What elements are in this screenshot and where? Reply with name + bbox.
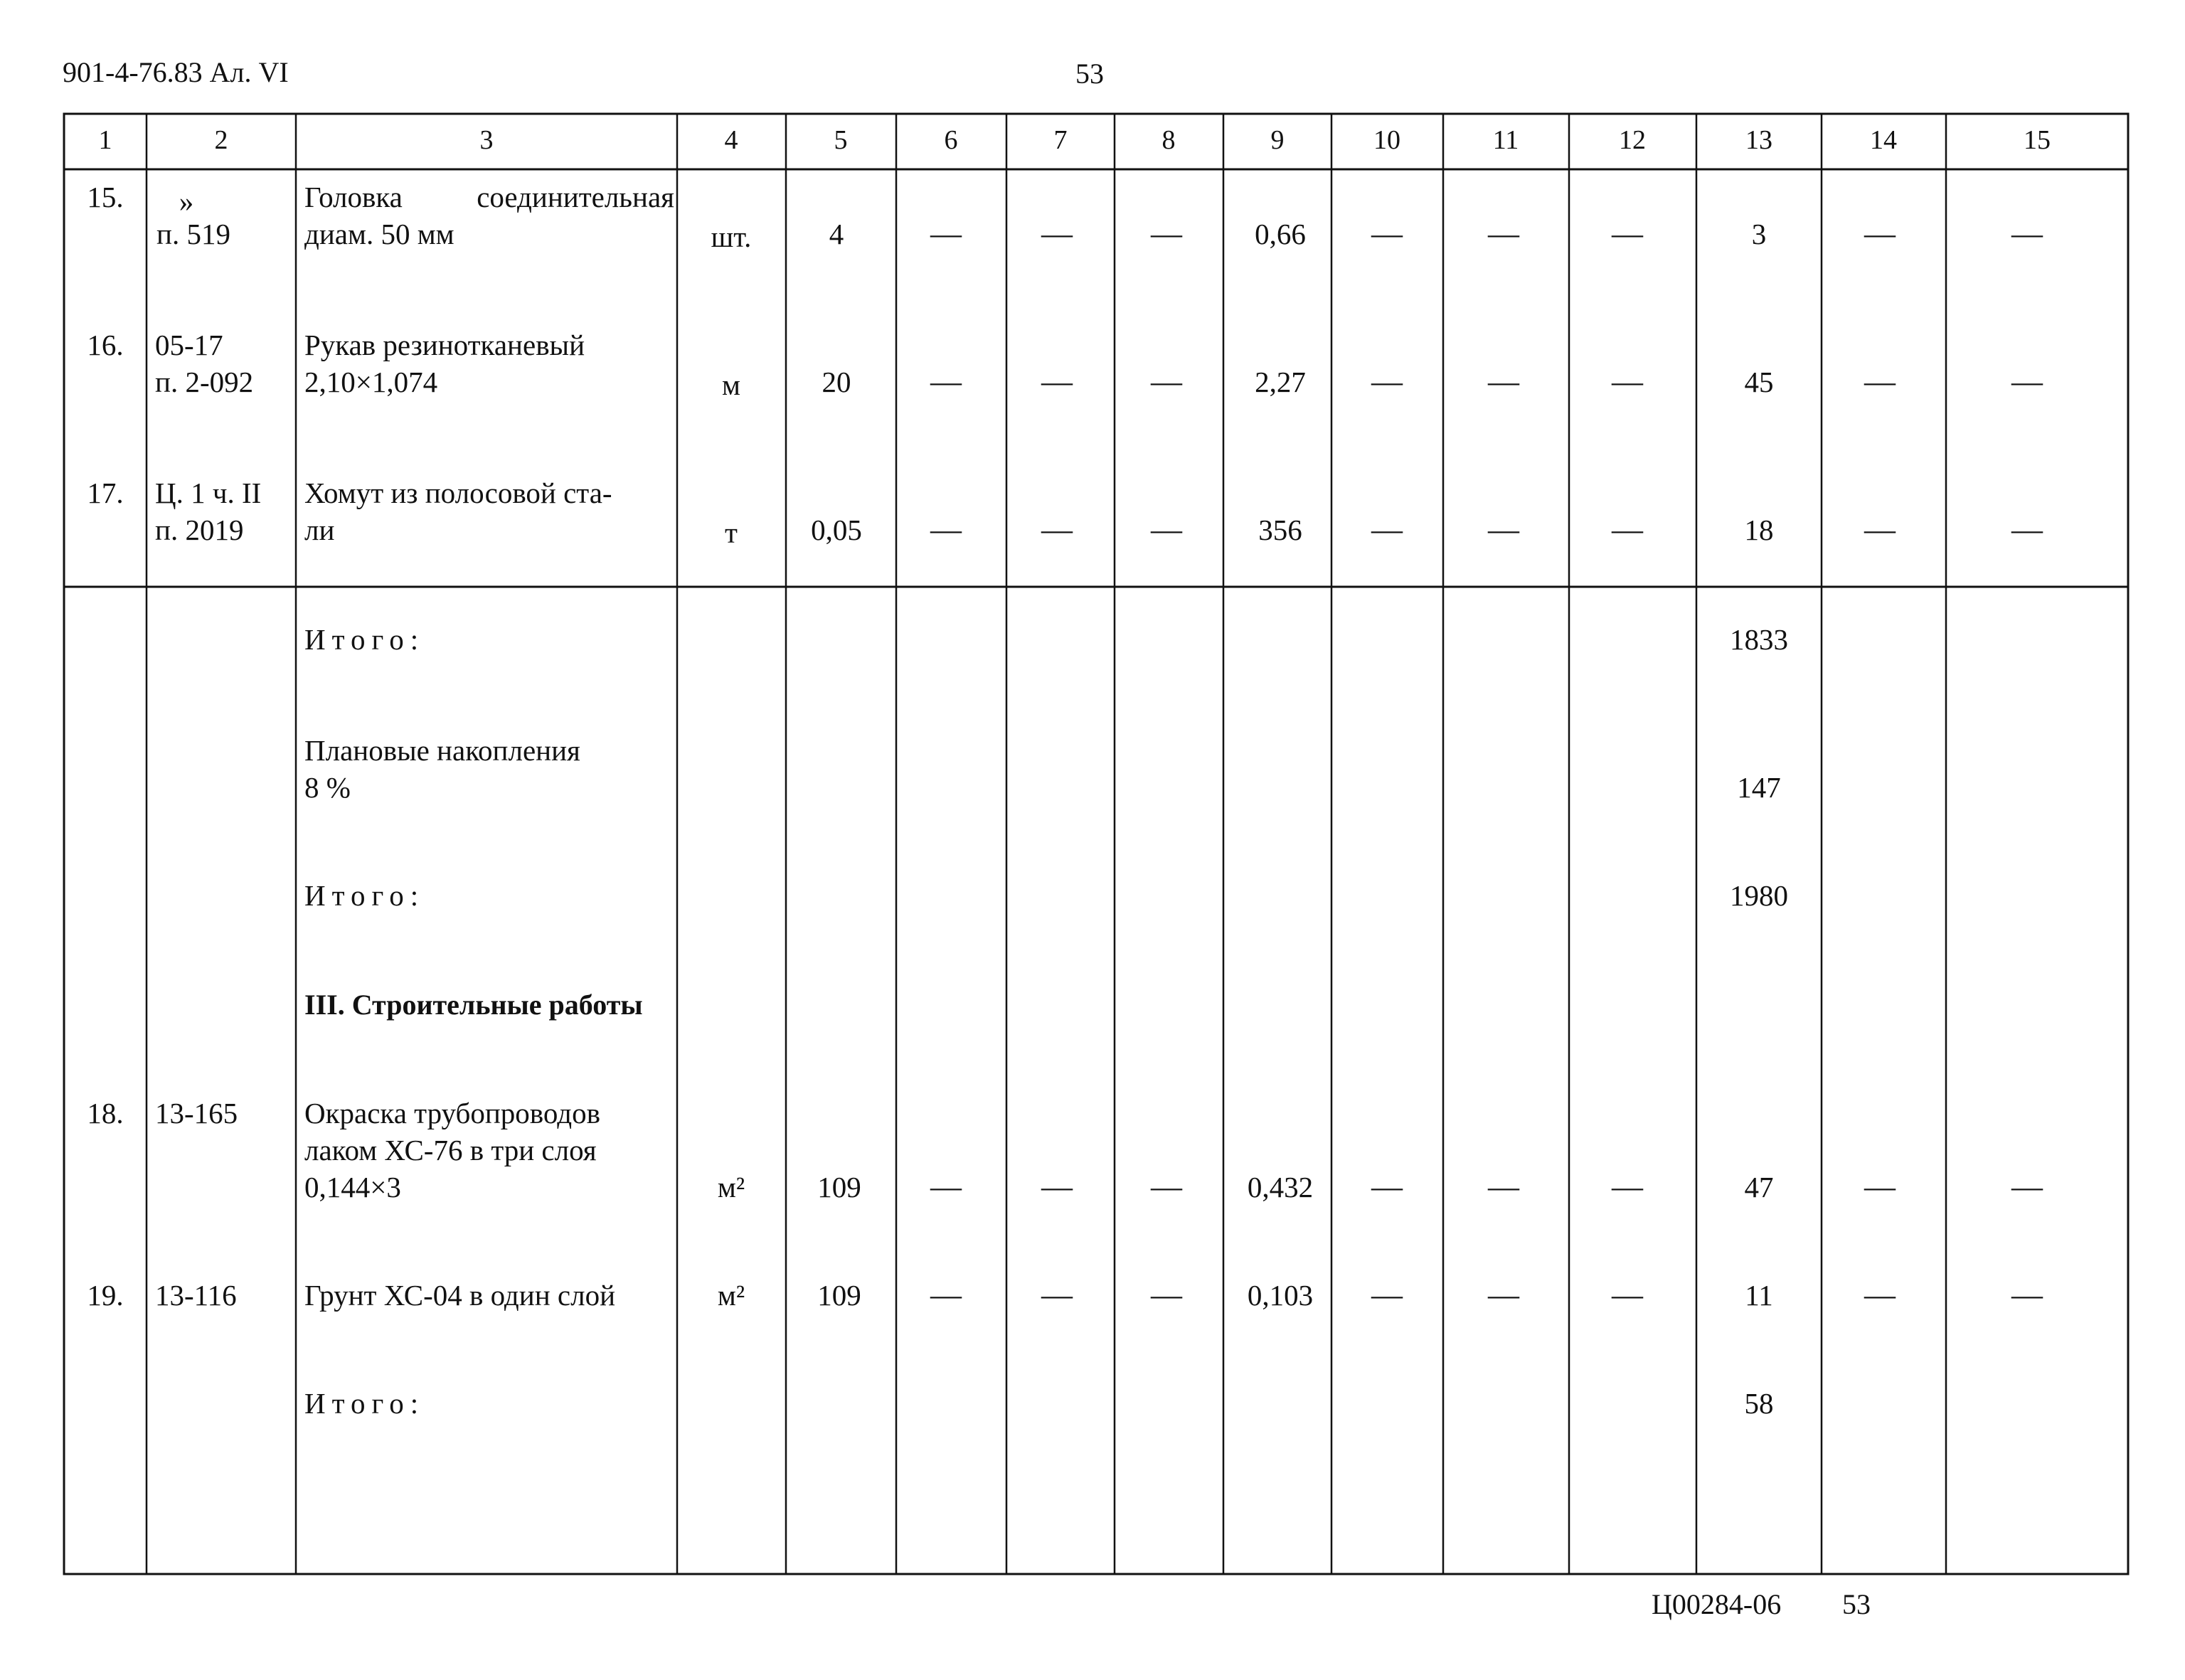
item-description bbox=[304, 179, 674, 215]
empty-dash: — bbox=[1488, 512, 1519, 547]
quantity: 109 bbox=[817, 1171, 861, 1203]
quantity: 20 bbox=[822, 366, 851, 398]
ref-code: 13-165 bbox=[155, 1097, 238, 1129]
empty-dash: — bbox=[930, 1277, 962, 1312]
row-number: 16. bbox=[87, 329, 124, 361]
column-header: 7 bbox=[1053, 125, 1068, 155]
ref-code: Ц. 1 ч. II bbox=[155, 477, 262, 509]
column-header: 9 bbox=[1270, 125, 1285, 155]
row-number: 15. bbox=[87, 181, 124, 213]
planned-savings-percent: 8 % bbox=[304, 771, 351, 804]
unit-cost: 0,66 bbox=[1255, 218, 1306, 250]
empty-dash: — bbox=[2011, 364, 2043, 399]
empty-dash: — bbox=[1612, 1277, 1643, 1312]
unit-cost: 0,103 bbox=[1247, 1279, 1314, 1312]
empty-dash: — bbox=[1612, 512, 1643, 547]
footer-code: Ц00284-06 bbox=[1652, 1588, 1782, 1620]
planned-savings-value: 147 bbox=[1737, 771, 1781, 804]
column-header: 4 bbox=[724, 125, 738, 155]
empty-dash: — bbox=[1371, 1277, 1403, 1312]
empty-dash: — bbox=[1612, 216, 1643, 251]
subtotal-label: Итого: bbox=[304, 879, 425, 912]
unit: м bbox=[722, 368, 740, 401]
empty-dash: — bbox=[1612, 1169, 1643, 1204]
total-cost: 11 bbox=[1745, 1279, 1773, 1312]
empty-dash: — bbox=[1151, 1169, 1182, 1204]
item-description: Рукав резинотканевый bbox=[304, 329, 585, 361]
ref-code: п. 2-092 bbox=[155, 366, 254, 398]
column-header: 3 bbox=[479, 125, 494, 155]
unit-cost: 0,432 bbox=[1247, 1171, 1314, 1203]
column-header: 12 bbox=[1619, 125, 1646, 155]
ref-code: п. 519 bbox=[156, 218, 230, 250]
column-header: 14 bbox=[1870, 125, 1897, 155]
empty-dash: — bbox=[1371, 364, 1403, 399]
column-header: 15 bbox=[2024, 125, 2051, 155]
row-number: 18. bbox=[87, 1097, 124, 1129]
empty-dash: — bbox=[1151, 364, 1182, 399]
footer-page-number: 53 bbox=[1842, 1588, 1871, 1620]
unit: т bbox=[725, 516, 738, 549]
empty-dash: — bbox=[2011, 1169, 2043, 1204]
quantity: 4 bbox=[829, 218, 844, 250]
empty-dash: — bbox=[1488, 216, 1519, 251]
total-cost: 3 bbox=[1751, 218, 1767, 250]
subtotal-value: 1833 bbox=[1730, 623, 1788, 656]
row-number: 19. bbox=[87, 1279, 124, 1312]
empty-dash: — bbox=[1151, 216, 1182, 251]
column-header: 8 bbox=[1161, 125, 1176, 155]
total-cost: 18 bbox=[1744, 514, 1774, 546]
empty-dash: — bbox=[2011, 1277, 2043, 1312]
empty-dash: — bbox=[1371, 216, 1403, 251]
empty-dash: — bbox=[930, 1169, 962, 1204]
column-header: 1 bbox=[98, 125, 112, 155]
ref-code: п. 2019 bbox=[155, 514, 244, 546]
empty-dash: — bbox=[2011, 512, 2043, 547]
empty-dash: — bbox=[1864, 1169, 1896, 1204]
empty-dash: — bbox=[1151, 1277, 1182, 1312]
unit-cost: 356 bbox=[1258, 514, 1302, 546]
unit: шт. bbox=[711, 220, 752, 253]
ref-code: » bbox=[179, 185, 194, 218]
description-word: соединительная bbox=[477, 181, 674, 213]
empty-dash: — bbox=[1612, 364, 1643, 399]
document-code: 901-4-76.83 Ал. VI bbox=[63, 56, 289, 88]
item-description: Грунт ХС-04 в один слой bbox=[304, 1279, 616, 1312]
column-header: 10 bbox=[1373, 125, 1400, 155]
empty-dash: — bbox=[1041, 1277, 1073, 1312]
empty-dash: — bbox=[1041, 216, 1073, 251]
item-description: 0,144×3 bbox=[304, 1171, 401, 1203]
subtotal-label: Итого: bbox=[304, 623, 425, 656]
subtotal-value: 1980 bbox=[1730, 879, 1788, 912]
column-header: 2 bbox=[214, 125, 228, 155]
quantity: 0,05 bbox=[811, 514, 862, 546]
unit: м² bbox=[717, 1279, 745, 1312]
empty-dash: — bbox=[2011, 216, 2043, 251]
empty-dash: — bbox=[1151, 512, 1182, 547]
empty-dash: — bbox=[1864, 364, 1896, 399]
unit-cost: 2,27 bbox=[1255, 366, 1306, 398]
total-cost: 45 bbox=[1744, 366, 1774, 398]
planned-savings-label: Плановые накопления bbox=[304, 734, 580, 767]
item-description: Окраска трубопроводов bbox=[304, 1097, 600, 1129]
item-description: 2,10×1,074 bbox=[304, 366, 438, 398]
empty-dash: — bbox=[930, 512, 962, 547]
column-header: 13 bbox=[1745, 125, 1772, 155]
section-title: III. Строительные работы bbox=[304, 989, 643, 1021]
page-number-top: 53 bbox=[1075, 58, 1104, 90]
empty-dash: — bbox=[1041, 1169, 1073, 1204]
empty-dash: — bbox=[1864, 1277, 1896, 1312]
subtotal-label: Итого: bbox=[304, 1387, 425, 1420]
item-description: диам. 50 мм bbox=[304, 218, 454, 250]
unit: м² bbox=[717, 1171, 745, 1203]
subtotal-value: 58 bbox=[1744, 1387, 1774, 1420]
empty-dash: — bbox=[930, 364, 962, 399]
description-word: Головка bbox=[304, 181, 403, 213]
empty-dash: — bbox=[1488, 1169, 1519, 1204]
empty-dash: — bbox=[1488, 364, 1519, 399]
column-header: 5 bbox=[834, 125, 848, 155]
empty-dash: — bbox=[1864, 216, 1896, 251]
empty-dash: — bbox=[1864, 512, 1896, 547]
empty-dash: — bbox=[1488, 1277, 1519, 1312]
quantity: 109 bbox=[817, 1279, 861, 1312]
empty-dash: — bbox=[1041, 512, 1073, 547]
row-number: 17. bbox=[87, 477, 124, 509]
column-header: 6 bbox=[944, 125, 958, 155]
empty-dash: — bbox=[1041, 364, 1073, 399]
ref-code: 05-17 bbox=[155, 329, 223, 361]
item-description: ли bbox=[304, 514, 335, 546]
empty-dash: — bbox=[1371, 512, 1403, 547]
column-header: 11 bbox=[1492, 125, 1519, 155]
total-cost: 47 bbox=[1744, 1171, 1774, 1203]
empty-dash: — bbox=[1371, 1169, 1403, 1204]
item-description: Хомут из полосовой ста- bbox=[304, 477, 612, 509]
item-description: лаком ХС-76 в три слоя bbox=[304, 1134, 597, 1166]
ref-code: 13-116 bbox=[155, 1279, 237, 1312]
empty-dash: — bbox=[930, 216, 962, 251]
